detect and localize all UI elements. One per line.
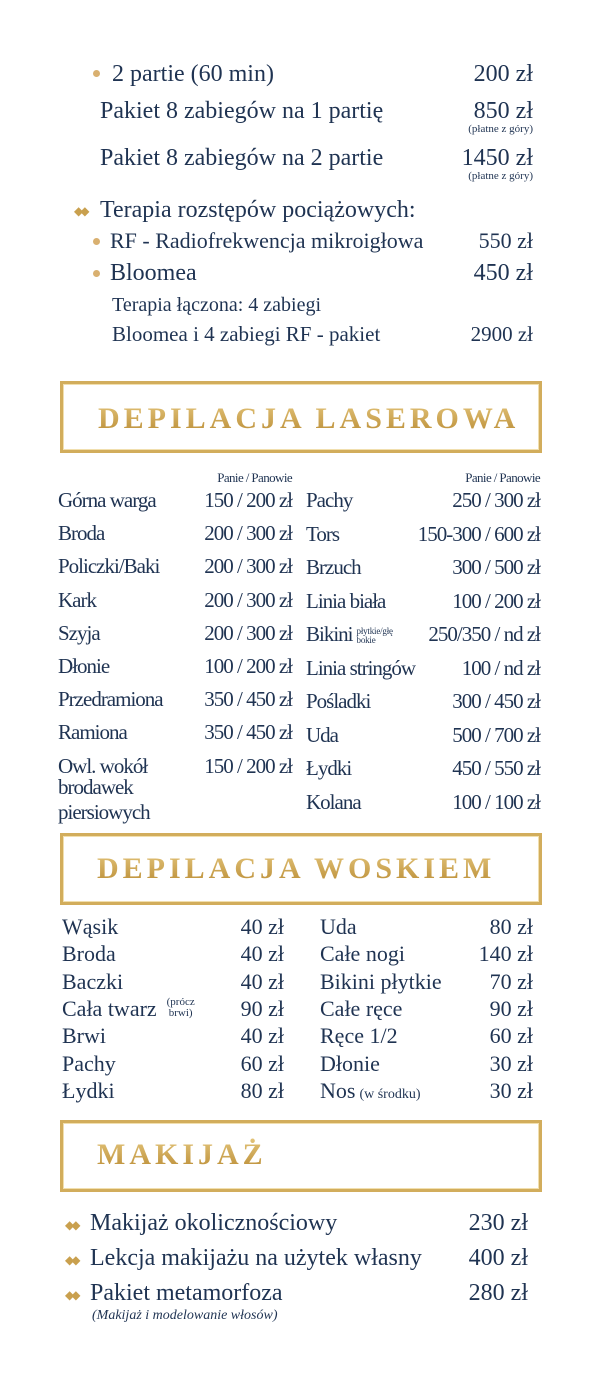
item-price: 350 / 450 zł: [204, 687, 292, 712]
item-price: 80 zł: [489, 914, 533, 939]
item-label: [320, 916, 357, 938]
laser-row: [306, 557, 540, 578]
item-price: 90 zł: [240, 995, 284, 1021]
wax-row: [320, 943, 533, 965]
item-name: Łydki: [62, 1077, 115, 1103]
price-note: (płatne z góry): [468, 123, 533, 135]
combined-line-1: Terapia łączona: 4 zabiegi: [112, 294, 322, 316]
item-price: 300 / 500 zł: [452, 555, 540, 579]
item-label: [112, 62, 274, 86]
item-price: 80 zł: [240, 1077, 284, 1103]
item-name: Wąsik: [62, 914, 119, 939]
item-price: 40 zł: [240, 914, 284, 939]
laser-row: [306, 758, 540, 779]
item-name: Linia stringów: [306, 655, 416, 680]
item-label: [58, 556, 200, 577]
item-price: 850 zł (płatne z góry): [468, 98, 533, 135]
item-label: [306, 624, 424, 645]
item-name: Bikini płytkie: [320, 968, 442, 994]
item-label: [58, 620, 200, 645]
item-label: [62, 1050, 116, 1076]
item-name: Baczki: [62, 968, 124, 994]
item-name: Brwi: [62, 1023, 106, 1049]
laser-title: DEPILACJA LASEROWA: [98, 402, 520, 435]
combined-row: [112, 324, 533, 345]
diamond-ornament-icon: ◆◆: [65, 1288, 78, 1302]
item-label: [306, 789, 448, 814]
item-label: [90, 1281, 283, 1305]
item-label: [320, 995, 403, 1021]
column-header-left: Panie / Panowie: [217, 470, 292, 485]
item-label: [62, 1077, 115, 1103]
item-name: Bikini: [306, 622, 353, 646]
makeup-row: [90, 1211, 528, 1235]
item-name: Pośladki: [306, 689, 371, 713]
item-label: [58, 587, 200, 612]
item-name: Nos: [320, 1077, 356, 1103]
laser-row: [306, 655, 540, 680]
laser-row: [58, 523, 292, 544]
item-name-continued: piersiowych: [58, 799, 150, 824]
item-label: [62, 916, 118, 938]
combined-line-2: Bloomea i 4 zabiegi RF - pakiet: [112, 322, 381, 346]
wax-row: [62, 1025, 284, 1047]
price-row: [100, 145, 533, 182]
item-price: 280 zł: [468, 1280, 528, 1306]
wax-row: [320, 1050, 533, 1076]
item-name: 2 partie (60 min): [112, 61, 274, 87]
item-label: [62, 968, 124, 994]
item-price: 450 / 550 zł: [452, 756, 540, 780]
item-price: 350 / 450 zł: [204, 720, 292, 745]
item-name: Broda: [62, 941, 116, 967]
item-name: Pachy: [306, 488, 353, 512]
laser-row: [58, 722, 292, 743]
price-row: [110, 230, 533, 252]
item-price: 60 zł: [489, 1023, 533, 1049]
item-name: Kolana: [306, 789, 361, 814]
laser-row: [306, 722, 540, 747]
item-name: Przedramiona: [58, 687, 163, 712]
item-price: 500 / 700 zł: [452, 722, 540, 747]
item-label: [306, 557, 448, 578]
combined-price: 2900 zł: [470, 322, 533, 346]
item-price: 40 zł: [240, 941, 284, 967]
laser-row: [58, 656, 292, 677]
wax-row: [62, 943, 284, 965]
item-label: [58, 689, 200, 710]
item-price: 40 zł: [240, 968, 284, 994]
item-name: Brzuch: [306, 555, 361, 579]
item-price: 30 zł: [489, 1050, 533, 1076]
item-price: 90 zł: [489, 995, 533, 1021]
item-price: 150 / 200 zł: [204, 488, 292, 512]
item-price: 100 / nd zł: [461, 655, 540, 680]
item-price: 100 / 100 zł: [452, 789, 540, 814]
item-label: [58, 753, 200, 824]
item-name: Dłonie: [320, 1050, 380, 1076]
wax-row: [320, 995, 533, 1021]
item-name: Całe ręce: [320, 995, 403, 1021]
wax-row: [62, 916, 284, 938]
item-price: 150-300 / 600 zł: [417, 521, 540, 546]
item-label: [320, 968, 442, 994]
price-row: [100, 98, 533, 135]
item-name: Linia biała: [306, 588, 386, 613]
item-name: Pachy: [62, 1050, 116, 1076]
item-label: [90, 1246, 422, 1270]
item-name: Owl. wokół brodawek: [58, 753, 148, 799]
wax-row: [62, 968, 284, 994]
item-price: 100 / 200 zł: [452, 588, 540, 613]
item-label: [306, 758, 448, 779]
wax-row: [320, 1025, 533, 1047]
item-label: [320, 1025, 398, 1047]
item-label: [320, 1050, 380, 1076]
laser-row: [58, 556, 292, 577]
wax-row: [320, 916, 533, 938]
price-row: [110, 261, 533, 285]
item-label: [110, 261, 197, 285]
wax-row: [320, 968, 533, 994]
wax-row: [62, 995, 284, 1021]
makeup-row: [90, 1246, 528, 1270]
laser-row: [58, 490, 292, 511]
item-label: [306, 691, 448, 712]
item-name: Makijaż okolicznościowy: [90, 1210, 338, 1236]
item-price: 150 / 200 zł: [204, 753, 292, 778]
item-name: Pakiet 8 zabiegów na 1 partię: [100, 98, 384, 124]
item-price: 250 / 300 zł: [452, 488, 540, 512]
item-label: [306, 588, 448, 613]
item-label: [58, 523, 200, 544]
item-qualifier: (w środku): [359, 1086, 421, 1102]
item-label: [306, 521, 414, 546]
laser-row: [306, 691, 540, 712]
bullet-dot-icon: [93, 238, 100, 245]
laser-row: [58, 753, 292, 824]
diamond-ornament-icon: ◆◆: [65, 1218, 78, 1232]
item-label: [62, 995, 201, 1021]
laser-row: [306, 490, 540, 511]
item-label: [320, 943, 405, 965]
item-name: Cała twarz: [62, 995, 157, 1021]
item-name: Broda: [58, 521, 105, 546]
item-label: [306, 722, 448, 747]
item-price: 30 zł: [489, 1077, 533, 1103]
laser-row: [58, 620, 292, 645]
price-row: [112, 62, 533, 86]
item-label: [58, 656, 200, 677]
makeup-title: MAKIJAŻ: [97, 1138, 267, 1171]
item-name: Całe nogi: [320, 941, 405, 967]
diamond-ornament-icon: ◆◆: [65, 1253, 78, 1267]
wax-row: [62, 1077, 284, 1103]
laser-row: [58, 689, 292, 710]
item-name: Pakiet 8 zabiegów na 2 partie: [100, 145, 384, 171]
item-price: 250/350 / nd zł: [428, 622, 540, 646]
wax-title: DEPILACJA WOSKIEM: [97, 852, 496, 885]
item-price: 70 zł: [489, 968, 533, 994]
item-name: Uda: [320, 914, 357, 939]
item-price: 200 / 300 zł: [204, 554, 292, 579]
item-label: [62, 1025, 106, 1047]
makeup-row: [90, 1281, 528, 1305]
item-label: [90, 1211, 337, 1235]
item-price: 200 / 300 zł: [204, 587, 292, 612]
item-price: 300 / 450 zł: [452, 689, 540, 713]
item-label: [320, 1077, 421, 1103]
item-price: 230 zł: [468, 1210, 528, 1236]
item-price: 550 zł: [478, 228, 533, 253]
laser-row: [58, 587, 292, 612]
item-price: 200 / 300 zł: [204, 521, 292, 546]
wax-row: [62, 1050, 284, 1076]
item-name: Łydki: [306, 756, 352, 780]
price-note: (płatne z góry): [468, 170, 533, 182]
item-name: Ramiona: [58, 720, 127, 745]
item-label: [58, 722, 200, 743]
item-price: 40 zł: [240, 1023, 284, 1049]
stretch-heading: Terapia rozstępów pociążowych:: [100, 197, 416, 223]
item-price: 200 / 300 zł: [204, 620, 292, 645]
laser-row: [306, 521, 540, 546]
item-label: [58, 490, 200, 511]
item-label: [306, 655, 458, 680]
item-name: Policzki/Baki: [58, 554, 160, 579]
item-price: 200 zł: [473, 61, 533, 87]
item-label: [100, 99, 383, 123]
item-name: Lekcja makijażu na użytek własny: [90, 1245, 422, 1271]
diamond-ornament-icon: ◆◆: [74, 204, 87, 218]
item-name: RF - Radiofrekwencja mikroigłowa: [110, 228, 424, 253]
item-qualifier: (prócz brwi): [166, 995, 195, 1019]
item-name: Uda: [306, 722, 338, 747]
item-name: Górna warga: [58, 488, 156, 512]
laser-row: [306, 789, 540, 814]
item-label: [62, 943, 116, 965]
item-label: [306, 490, 448, 511]
wax-row: [320, 1077, 533, 1103]
item-price: 450 zł: [473, 260, 533, 286]
item-label: [100, 146, 383, 170]
item-name: Szyja: [58, 620, 100, 645]
laser-row: [306, 624, 540, 645]
item-name: Ręce 1/2: [320, 1023, 398, 1049]
item-price: 400 zł: [468, 1245, 528, 1271]
bullet-dot-icon: [93, 70, 100, 77]
column-header-right: Panie / Panowie: [465, 470, 540, 485]
item-name: Pakiet metamorfoza: [90, 1280, 283, 1306]
laser-row: [306, 588, 540, 613]
item-label: [110, 230, 423, 252]
item-price: 100 / 200 zł: [204, 654, 292, 678]
item-price: 140 zł: [478, 941, 533, 967]
item-name: Tors: [306, 521, 340, 546]
item-qualifier: płytkie/głębokie: [356, 626, 393, 646]
makeup-note: (Makijaż i modelowanie włosów): [92, 1308, 278, 1323]
item-price: 60 zł: [240, 1050, 284, 1076]
item-name: Bloomea: [110, 260, 197, 286]
item-price: 1450 zł (płatne z góry): [461, 145, 533, 182]
item-name: Kark: [58, 587, 96, 612]
item-name: Dłonie: [58, 654, 110, 678]
bullet-dot-icon: [93, 270, 100, 277]
